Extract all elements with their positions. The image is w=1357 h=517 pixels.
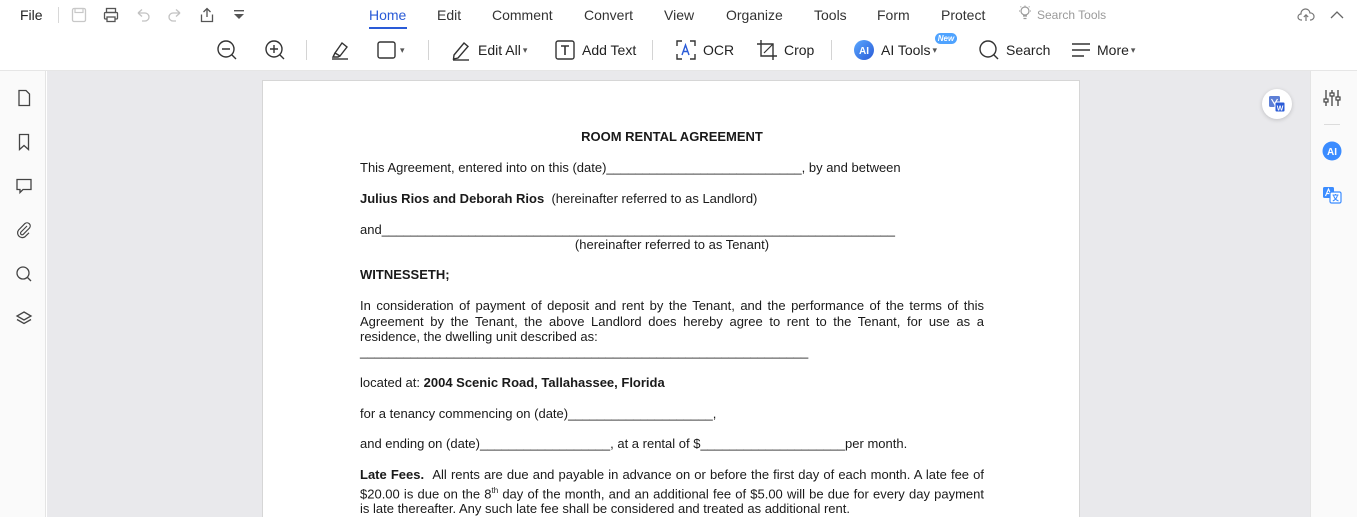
highlighter-icon	[329, 39, 351, 61]
divider	[652, 40, 653, 60]
located-prefix: located at:	[360, 375, 420, 390]
ai-assistant-label: AI	[1327, 147, 1337, 158]
divider	[306, 40, 307, 60]
ai-assistant-icon[interactable]	[1322, 141, 1342, 161]
add-text-label: Add Text	[582, 42, 637, 58]
search-button[interactable]	[978, 38, 1050, 62]
chevron-down-icon: ▾	[932, 44, 938, 55]
translate-icon[interactable]	[1322, 185, 1342, 205]
ai-tools-button[interactable]	[853, 38, 937, 62]
search-icon[interactable]	[15, 265, 33, 283]
zoom-out-icon	[216, 39, 238, 61]
active-tab-indicator	[369, 27, 407, 29]
zoom-in-button[interactable]	[264, 38, 286, 62]
rectangle-icon	[376, 39, 398, 61]
tab-tools[interactable]: Tools	[814, 7, 847, 23]
ocr-icon	[675, 39, 697, 61]
collapse-ribbon-icon[interactable]	[1328, 6, 1346, 24]
print-icon[interactable]	[102, 6, 120, 24]
dwelling-blank-line: ______________________________________________________________	[360, 344, 809, 359]
zoom-in-icon	[264, 39, 286, 61]
add-text-icon	[554, 39, 576, 61]
file-menu[interactable]: File	[20, 7, 43, 23]
search-tools-input[interactable]	[1018, 6, 1106, 24]
chevron-down-icon: ▾	[522, 44, 528, 55]
add-text-button[interactable]	[554, 38, 636, 62]
more-label: More	[1097, 42, 1129, 58]
save-icon[interactable]	[70, 6, 88, 24]
tab-convert[interactable]: Convert	[584, 7, 634, 23]
share-icon[interactable]	[198, 6, 216, 24]
divider	[831, 40, 832, 60]
svg-text:AI: AI	[859, 46, 869, 57]
new-badge: New	[935, 33, 957, 44]
ocr-label: OCR	[703, 42, 735, 58]
ocr-button[interactable]	[675, 38, 734, 62]
more-button[interactable]	[1071, 38, 1135, 62]
crop-button[interactable]	[756, 38, 814, 62]
convert-to-word-button[interactable]	[1262, 89, 1292, 119]
home-toolbar	[0, 30, 1357, 70]
menu-lines-icon	[1071, 40, 1091, 60]
tenant-reference: (hereinafter referred to as Tenant)	[574, 237, 770, 252]
tab-protect[interactable]: Protect	[941, 7, 986, 23]
crop-label: Crop	[784, 42, 815, 58]
undo-icon[interactable]	[134, 6, 152, 24]
zoom-out-button[interactable]	[216, 38, 238, 62]
chevron-down-icon: ▾	[400, 44, 405, 55]
divider	[1324, 124, 1340, 125]
layers-icon[interactable]	[15, 309, 33, 327]
agreement-date-line: This Agreement, entered into on this (date)___________________________, by and between	[360, 160, 901, 175]
late-fees-paragraph	[360, 467, 984, 517]
ordinal-suffix: th	[491, 485, 499, 495]
landlord-line	[360, 191, 757, 207]
lightbulb-icon	[1018, 5, 1032, 26]
document-title: ROOM RENTAL AGREEMENT	[581, 129, 763, 144]
late-fees-text-1: All rents are due and payable in advance on or before the first day of each month. A late fee of $20.00 is due on the 8	[360, 467, 984, 501]
comment-icon[interactable]	[15, 177, 33, 195]
page-thumbnails-icon[interactable]	[15, 89, 33, 107]
redo-icon[interactable]	[166, 6, 184, 24]
late-fees-label: Late Fees.	[360, 467, 425, 482]
chevron-down-icon: ▾	[1130, 44, 1136, 55]
divider	[58, 7, 59, 23]
witnesseth-heading: WITNESSETH;	[360, 267, 450, 282]
menu-bar	[0, 0, 1357, 30]
tab-organize[interactable]: Organize	[726, 7, 783, 23]
tenant-blank-line: and_______________________________________________________________________	[360, 222, 896, 237]
ai-icon	[853, 39, 875, 61]
tab-view[interactable]: View	[664, 7, 695, 23]
divider	[428, 40, 429, 60]
consideration-paragraph: In consideration of payment of deposit and rent by the Tenant, and the performance of the terms of this Agreement by the Tenant, the above Landlord does hereby agree to rent to the Tenant, for use as a residence, the dwelling unit described as:	[360, 298, 984, 344]
right-sidebar	[1310, 71, 1357, 517]
customize-dropdown-icon[interactable]	[230, 6, 248, 24]
search-tools-placeholder: Search Tools	[1037, 8, 1107, 22]
tenancy-end-line: and ending on (date)__________________, at a rental of $____________________per month.	[360, 436, 908, 451]
tab-comment[interactable]: Comment	[492, 7, 553, 23]
search-icon	[978, 39, 1000, 61]
pdf-page[interactable]	[262, 80, 1080, 517]
tab-edit[interactable]: Edit	[437, 7, 462, 23]
properties-sliders-icon[interactable]	[1322, 88, 1342, 108]
svg-text:W: W	[1276, 105, 1284, 113]
landlord-names: Julius Rios and Deborah Rios	[360, 191, 545, 206]
late-fees-text-2: day of the month, and an additional fee of $5.00 will be due for every day payment is late thereafter. Any such late fee shall be considered and treated as additional rent.	[360, 485, 984, 517]
edit-all-button[interactable]	[450, 38, 527, 62]
pdf-to-word-icon	[1268, 95, 1286, 118]
tab-form[interactable]: Form	[877, 7, 910, 23]
location-line	[360, 375, 665, 391]
crop-icon	[756, 39, 778, 61]
property-address: 2004 Scenic Road, Tallahassee, Florida	[423, 375, 665, 390]
landlord-suffix: (hereinafter referred to as Landlord)	[551, 191, 758, 206]
search-label: Search	[1006, 42, 1051, 58]
attachment-icon[interactable]	[15, 221, 33, 239]
tenancy-start-line: for a tenancy commencing on (date)____________________,	[360, 406, 717, 421]
cloud-upload-icon[interactable]	[1297, 6, 1315, 24]
shape-button[interactable]	[376, 38, 405, 62]
edit-all-label: Edit All	[478, 42, 521, 58]
tab-home[interactable]: Home	[369, 7, 407, 23]
highlight-button[interactable]	[329, 38, 351, 62]
edit-pen-icon	[450, 39, 472, 61]
bookmark-icon[interactable]	[15, 133, 33, 151]
ai-tools-label: AI Tools	[881, 42, 931, 58]
